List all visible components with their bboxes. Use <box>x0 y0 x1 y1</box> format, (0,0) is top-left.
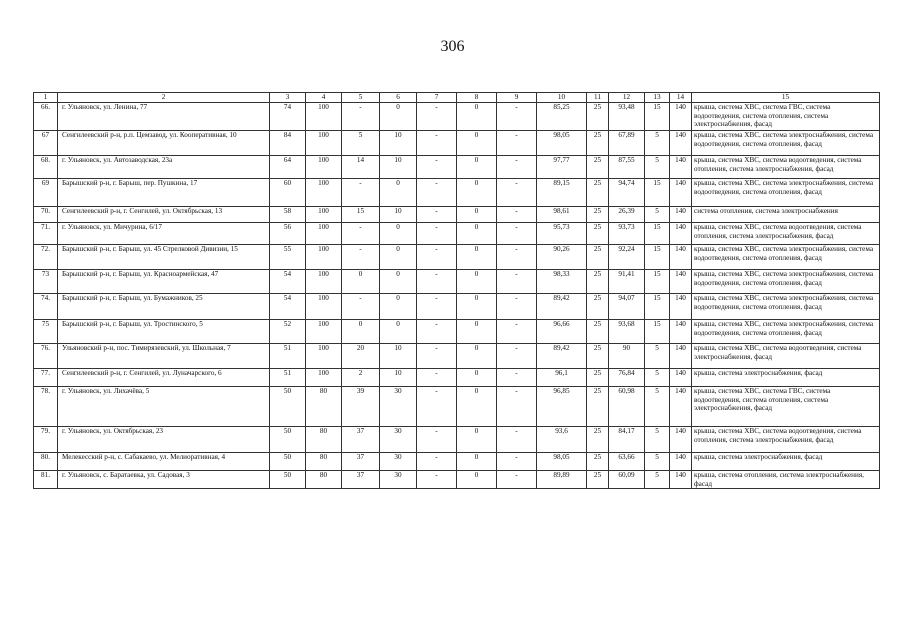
row-number: 73 <box>34 270 58 294</box>
col8-cell: 0 <box>457 245 497 270</box>
col13-cell: 5 <box>645 369 670 387</box>
col13-cell: 5 <box>645 344 670 369</box>
col8-cell: 0 <box>457 453 497 471</box>
col8-cell: 0 <box>457 369 497 387</box>
col9-cell: - <box>497 207 537 223</box>
col13-cell: 5 <box>645 387 670 427</box>
col5-cell: 37 <box>342 453 380 471</box>
col3-cell: 54 <box>270 294 306 320</box>
col14-cell: 140 <box>670 156 692 179</box>
column-header: 7 <box>417 93 457 103</box>
col14-cell: 140 <box>670 294 692 320</box>
col9-cell: - <box>497 179 537 207</box>
col8-cell: 0 <box>457 131 497 156</box>
col5-cell: - <box>342 294 380 320</box>
col5-cell: 0 <box>342 320 380 344</box>
works-cell: крыша, система ХВС, система водоотведения, система отопления, система электроснабжения, фасад <box>692 156 880 179</box>
col11-cell: 25 <box>587 270 609 294</box>
col8-cell: 0 <box>457 427 497 453</box>
col6-cell: 10 <box>380 344 417 369</box>
col11-cell: 25 <box>587 294 609 320</box>
col12-cell: 87,55 <box>609 156 645 179</box>
column-header: 15 <box>692 93 880 103</box>
col11-cell: 25 <box>587 103 609 131</box>
col7-cell: - <box>417 245 457 270</box>
table-row <box>34 131 880 156</box>
col9-cell: - <box>497 131 537 156</box>
col11-cell: 25 <box>587 179 609 207</box>
col7-cell: - <box>417 223 457 245</box>
address-cell: Барышский р-н, г. Барыш, ул. Красноармейская, 47 <box>58 270 270 294</box>
col11-cell: 25 <box>587 453 609 471</box>
col9-cell: - <box>497 453 537 471</box>
column-header: 4 <box>306 93 342 103</box>
col8-cell: 0 <box>457 270 497 294</box>
col11-cell: 25 <box>587 320 609 344</box>
col11-cell: 25 <box>587 427 609 453</box>
col3-cell: 51 <box>270 369 306 387</box>
col4-cell: 80 <box>306 387 342 427</box>
col3-cell: 55 <box>270 245 306 270</box>
col12-cell: 92,24 <box>609 245 645 270</box>
col3-cell: 50 <box>270 427 306 453</box>
col3-cell: 58 <box>270 207 306 223</box>
col6-cell: 0 <box>380 320 417 344</box>
col10-cell: 89,15 <box>537 179 587 207</box>
col7-cell: - <box>417 294 457 320</box>
table-row <box>34 369 880 387</box>
col3-cell: 56 <box>270 223 306 245</box>
page-number: 306 <box>440 38 465 55</box>
col14-cell: 140 <box>670 320 692 344</box>
col7-cell: - <box>417 427 457 453</box>
works-cell: крыша, система ХВС, система электроснабжения, система водоотведения, система отопления, фасад <box>692 179 880 207</box>
works-cell: крыша, система ХВС, система водоотведения, система отопления, система электроснабжения, фасад <box>692 223 880 245</box>
col9-cell: - <box>497 369 537 387</box>
address-cell: Мелекесский р-н, с. Сабакаево, ул. Мелиоративная, 4 <box>58 453 270 471</box>
col11-cell: 25 <box>587 387 609 427</box>
col4-cell: 100 <box>306 223 342 245</box>
col13-cell: 15 <box>645 179 670 207</box>
col14-cell: 140 <box>670 471 692 489</box>
col5-cell: 37 <box>342 471 380 489</box>
col8-cell: 0 <box>457 223 497 245</box>
col13-cell: 5 <box>645 427 670 453</box>
col7-cell: - <box>417 103 457 131</box>
column-header: 10 <box>537 93 587 103</box>
col4-cell: 100 <box>306 320 342 344</box>
column-header: 9 <box>497 93 537 103</box>
col7-cell: - <box>417 156 457 179</box>
col13-cell: 15 <box>645 294 670 320</box>
address-cell: г. Ульяновск, ул. Октябрьская, 23 <box>58 427 270 453</box>
col14-cell: 140 <box>670 223 692 245</box>
col14-cell: 140 <box>670 387 692 427</box>
address-cell: Сенгилеевский р-н, г. Сенгилей, ул. Луначарского, 6 <box>58 369 270 387</box>
works-cell: крыша, система ХВС, система электроснабжения, система водоотведения, система отопления, фасад <box>692 131 880 156</box>
address-cell: Ульяновский р-н, пос. Тимирязевский, ул. Школьная, 7 <box>58 344 270 369</box>
table-row <box>34 207 880 223</box>
col8-cell: 0 <box>457 179 497 207</box>
col6-cell: 0 <box>380 245 417 270</box>
works-cell: система отопления, система электроснабжения <box>692 207 880 223</box>
col13-cell: 15 <box>645 103 670 131</box>
col10-cell: 98,61 <box>537 207 587 223</box>
col6-cell: 0 <box>380 294 417 320</box>
col8-cell: 0 <box>457 344 497 369</box>
col12-cell: 67,89 <box>609 131 645 156</box>
col3-cell: 84 <box>270 131 306 156</box>
table-row <box>34 223 880 245</box>
col8-cell: 0 <box>457 294 497 320</box>
col12-cell: 76,84 <box>609 369 645 387</box>
col8-cell: 0 <box>457 156 497 179</box>
col12-cell: 94,07 <box>609 294 645 320</box>
col11-cell: 25 <box>587 471 609 489</box>
col9-cell: - <box>497 294 537 320</box>
column-header: 13 <box>645 93 670 103</box>
row-number: 66. <box>34 103 58 131</box>
col10-cell: 98,05 <box>537 131 587 156</box>
col12-cell: 84,17 <box>609 427 645 453</box>
col4-cell: 100 <box>306 270 342 294</box>
col6-cell: 30 <box>380 453 417 471</box>
column-header: 12 <box>609 93 645 103</box>
col13-cell: 15 <box>645 245 670 270</box>
col10-cell: 96,85 <box>537 387 587 427</box>
column-header: 3 <box>270 93 306 103</box>
col4-cell: 100 <box>306 156 342 179</box>
table-row <box>34 245 880 270</box>
col4-cell: 100 <box>306 103 342 131</box>
row-number: 80. <box>34 453 58 471</box>
col13-cell: 5 <box>645 453 670 471</box>
address-cell: Барышский р-н, г. Барыш, пер. Пушкина, 17 <box>58 179 270 207</box>
col3-cell: 74 <box>270 103 306 131</box>
col4-cell: 80 <box>306 471 342 489</box>
table-row <box>34 387 880 427</box>
row-number: 70. <box>34 207 58 223</box>
col10-cell: 89,42 <box>537 294 587 320</box>
col6-cell: 0 <box>380 179 417 207</box>
row-number: 77. <box>34 369 58 387</box>
header-row <box>34 93 880 103</box>
col6-cell: 30 <box>380 427 417 453</box>
col14-cell: 140 <box>670 344 692 369</box>
col12-cell: 60,98 <box>609 387 645 427</box>
works-cell: крыша, система ХВС, система ГВС, система водоотведения, система отопления, система электроснабжения, фасад <box>692 103 880 131</box>
col12-cell: 91,41 <box>609 270 645 294</box>
col6-cell: 10 <box>380 207 417 223</box>
address-cell: г. Ульяновск, ул. Мичурина, 6/17 <box>58 223 270 245</box>
col8-cell: 0 <box>457 387 497 427</box>
col7-cell: - <box>417 207 457 223</box>
address-cell: Барышский р-н, г. Барыш, ул. Бумажников, 25 <box>58 294 270 320</box>
row-number: 71. <box>34 223 58 245</box>
row-number: 76. <box>34 344 58 369</box>
works-cell: крыша, система ХВС, система электроснабжения, система водоотведения, система отопления, фасад <box>692 320 880 344</box>
col3-cell: 60 <box>270 179 306 207</box>
col4-cell: 100 <box>306 245 342 270</box>
col14-cell: 140 <box>670 369 692 387</box>
col9-cell: - <box>497 320 537 344</box>
works-cell: крыша, система ХВС, система ГВС, система водоотведения, система отопления, система электроснабжения, фасад <box>692 387 880 427</box>
table-row <box>34 471 880 489</box>
col11-cell: 25 <box>587 131 609 156</box>
col13-cell: 15 <box>645 270 670 294</box>
row-number: 69 <box>34 179 58 207</box>
works-cell: крыша, система ХВС, система электроснабжения, система водоотведения, система отопления, фасад <box>692 245 880 270</box>
col9-cell: - <box>497 471 537 489</box>
col10-cell: 97,77 <box>537 156 587 179</box>
col10-cell: 93,6 <box>537 427 587 453</box>
col12-cell: 60,09 <box>609 471 645 489</box>
col10-cell: 95,73 <box>537 223 587 245</box>
row-number: 68. <box>34 156 58 179</box>
col9-cell: - <box>497 245 537 270</box>
address-cell: г. Ульяновск, ул. Ленина, 77 <box>58 103 270 131</box>
col5-cell: - <box>342 179 380 207</box>
col10-cell: 89,42 <box>537 344 587 369</box>
col3-cell: 64 <box>270 156 306 179</box>
table-row <box>34 294 880 320</box>
col7-cell: - <box>417 344 457 369</box>
row-number: 81. <box>34 471 58 489</box>
col5-cell: 15 <box>342 207 380 223</box>
col10-cell: 96,1 <box>537 369 587 387</box>
col10-cell: 89,89 <box>537 471 587 489</box>
works-cell: крыша, система ХВС, система электроснабжения, система водоотведения, система отопления, фасад <box>692 270 880 294</box>
col14-cell: 140 <box>670 131 692 156</box>
col3-cell: 50 <box>270 471 306 489</box>
col10-cell: 90,26 <box>537 245 587 270</box>
col12-cell: 93,48 <box>609 103 645 131</box>
row-number: 78. <box>34 387 58 427</box>
col14-cell: 140 <box>670 453 692 471</box>
column-header: 6 <box>380 93 417 103</box>
col7-cell: - <box>417 320 457 344</box>
table-row <box>34 453 880 471</box>
col13-cell: 15 <box>645 223 670 245</box>
col5-cell: - <box>342 245 380 270</box>
col8-cell: 0 <box>457 207 497 223</box>
col12-cell: 90 <box>609 344 645 369</box>
works-cell: крыша, система ХВС, система электроснабжения, система водоотведения, система отопления, фасад <box>692 294 880 320</box>
col14-cell: 140 <box>670 245 692 270</box>
address-cell: г. Ульяновск, ул. Лихачёва, 5 <box>58 387 270 427</box>
col9-cell: - <box>497 344 537 369</box>
col3-cell: 51 <box>270 344 306 369</box>
col7-cell: - <box>417 131 457 156</box>
col13-cell: 15 <box>645 320 670 344</box>
table-row <box>34 179 880 207</box>
col4-cell: 100 <box>306 369 342 387</box>
col9-cell: - <box>497 387 537 427</box>
works-cell: крыша, система электроснабжения, фасад <box>692 369 880 387</box>
col7-cell: - <box>417 471 457 489</box>
col6-cell: 30 <box>380 471 417 489</box>
col7-cell: - <box>417 453 457 471</box>
col12-cell: 26,39 <box>609 207 645 223</box>
col5-cell: 37 <box>342 427 380 453</box>
table-row <box>34 103 880 131</box>
col7-cell: - <box>417 387 457 427</box>
col10-cell: 98,05 <box>537 453 587 471</box>
works-cell: крыша, система ХВС, система водоотведения, система отопления, система электроснабжения, фасад <box>692 427 880 453</box>
col5-cell: 2 <box>342 369 380 387</box>
works-cell: крыша, система отопления, система электроснабжения, фасад <box>692 471 880 489</box>
col8-cell: 0 <box>457 320 497 344</box>
col3-cell: 50 <box>270 387 306 427</box>
address-cell: г. Ульяновск, с. Баратаевка, ул. Садовая, 3 <box>58 471 270 489</box>
col9-cell: - <box>497 427 537 453</box>
col4-cell: 80 <box>306 427 342 453</box>
col13-cell: 5 <box>645 471 670 489</box>
col5-cell: - <box>342 103 380 131</box>
col3-cell: 50 <box>270 453 306 471</box>
col11-cell: 25 <box>587 207 609 223</box>
address-cell: Сенгилеевский р-н, г. Сенгилей, ул. Октябрьская, 13 <box>58 207 270 223</box>
col12-cell: 93,73 <box>609 223 645 245</box>
col11-cell: 25 <box>587 245 609 270</box>
col3-cell: 52 <box>270 320 306 344</box>
col9-cell: - <box>497 103 537 131</box>
col11-cell: 25 <box>587 344 609 369</box>
row-number: 67 <box>34 131 58 156</box>
col5-cell: 14 <box>342 156 380 179</box>
col5-cell: - <box>342 223 380 245</box>
col13-cell: 5 <box>645 207 670 223</box>
row-number: 79. <box>34 427 58 453</box>
row-number: 75 <box>34 320 58 344</box>
col4-cell: 100 <box>306 344 342 369</box>
col6-cell: 30 <box>380 387 417 427</box>
column-header: 11 <box>587 93 609 103</box>
col4-cell: 100 <box>306 131 342 156</box>
col7-cell: - <box>417 179 457 207</box>
table-row <box>34 156 880 179</box>
col13-cell: 5 <box>645 156 670 179</box>
col8-cell: 0 <box>457 471 497 489</box>
col12-cell: 93,68 <box>609 320 645 344</box>
col6-cell: 10 <box>380 369 417 387</box>
col6-cell: 0 <box>380 103 417 131</box>
address-cell: Сенгилеевский р-н, р.п. Цемзавод, ул. Кооперативная, 10 <box>58 131 270 156</box>
address-cell: г. Ульяновск, ул. Автозаводская, 23а <box>58 156 270 179</box>
col6-cell: 10 <box>380 156 417 179</box>
col6-cell: 0 <box>380 270 417 294</box>
col5-cell: 0 <box>342 270 380 294</box>
col4-cell: 100 <box>306 207 342 223</box>
column-header: 8 <box>457 93 497 103</box>
col10-cell: 98,33 <box>537 270 587 294</box>
col4-cell: 100 <box>306 294 342 320</box>
col12-cell: 94,74 <box>609 179 645 207</box>
table-row <box>34 320 880 344</box>
col11-cell: 25 <box>587 369 609 387</box>
col11-cell: 25 <box>587 223 609 245</box>
data-table <box>33 92 880 489</box>
col9-cell: - <box>497 270 537 294</box>
col3-cell: 54 <box>270 270 306 294</box>
col5-cell: 39 <box>342 387 380 427</box>
column-header: 5 <box>342 93 380 103</box>
col10-cell: 85,25 <box>537 103 587 131</box>
col7-cell: - <box>417 369 457 387</box>
col14-cell: 140 <box>670 179 692 207</box>
col8-cell: 0 <box>457 103 497 131</box>
col6-cell: 10 <box>380 131 417 156</box>
row-number: 74. <box>34 294 58 320</box>
col14-cell: 140 <box>670 207 692 223</box>
address-cell: Барышский р-н, г. Барыш, ул. Тростинского, 5 <box>58 320 270 344</box>
col14-cell: 140 <box>670 270 692 294</box>
col14-cell: 140 <box>670 103 692 131</box>
table-row <box>34 427 880 453</box>
table-row <box>34 344 880 369</box>
row-number: 72. <box>34 245 58 270</box>
col4-cell: 100 <box>306 179 342 207</box>
works-cell: крыша, система электроснабжения, фасад <box>692 453 880 471</box>
col9-cell: - <box>497 156 537 179</box>
col13-cell: 5 <box>645 131 670 156</box>
column-header: 2 <box>58 93 270 103</box>
col9-cell: - <box>497 223 537 245</box>
col14-cell: 140 <box>670 427 692 453</box>
column-header: 14 <box>670 93 692 103</box>
works-cell: крыша, система ХВС, система водоотведения, система электроснабжения, фасад <box>692 344 880 369</box>
column-header: 1 <box>34 93 58 103</box>
col5-cell: 20 <box>342 344 380 369</box>
col12-cell: 63,66 <box>609 453 645 471</box>
address-cell: Барышский р-н, г. Барыш, ул. 45 Стрелковой Дивизии, 15 <box>58 245 270 270</box>
col11-cell: 25 <box>587 156 609 179</box>
col10-cell: 96,66 <box>537 320 587 344</box>
col7-cell: - <box>417 270 457 294</box>
table-row <box>34 270 880 294</box>
col5-cell: 5 <box>342 131 380 156</box>
col6-cell: 0 <box>380 223 417 245</box>
col4-cell: 80 <box>306 453 342 471</box>
